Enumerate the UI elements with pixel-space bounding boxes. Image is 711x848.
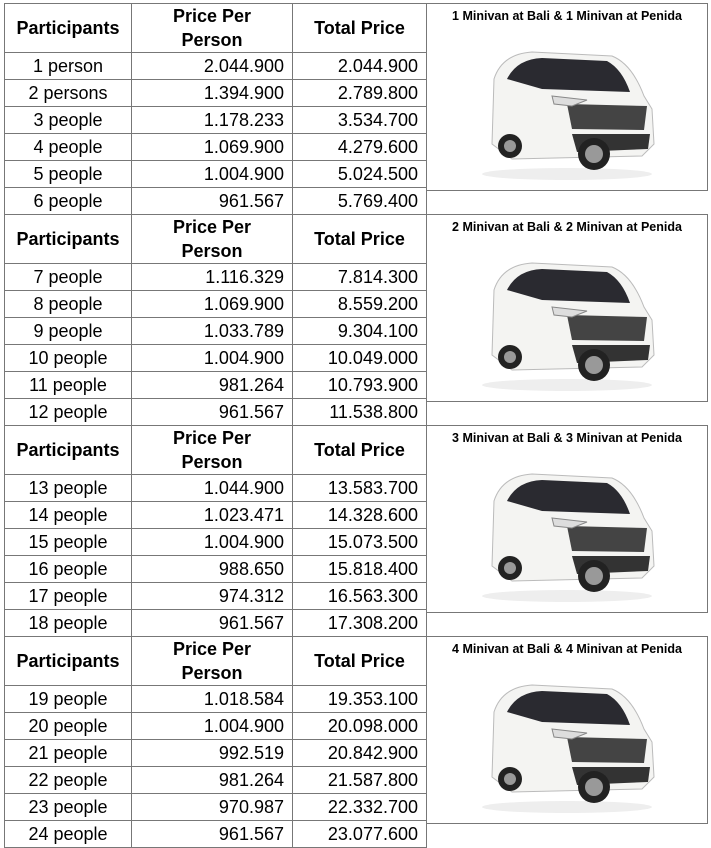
table-row [5,821,427,848]
table-row [5,740,427,767]
column-header: Participants [5,215,132,264]
price-per-person-cell: 1.004.900 [132,161,293,188]
total-price-cell: 3.534.700 [293,107,427,134]
total-price-cell: 2.044.900 [293,53,427,80]
total-price-cell: 20.842.900 [293,740,427,767]
participants-cell: 14 people [5,502,132,529]
table-row [5,318,427,345]
table-row [5,188,427,215]
total-price-cell: 13.583.700 [293,475,427,502]
price-per-person-cell: 981.264 [132,767,293,794]
vehicle-caption: 1 Minivan at Bali & 1 Minivan at Penida [452,9,682,23]
column-header: Participants [5,4,132,53]
price-table [4,214,427,426]
participants-cell: 13 people [5,475,132,502]
price-table [4,425,427,637]
participants-cell: 22 people [5,767,132,794]
price-per-person-cell: 974.312 [132,583,293,610]
price-block [4,425,708,633]
total-price-cell: 5.024.500 [293,161,427,188]
price-per-person-cell: 981.264 [132,372,293,399]
total-price-cell: 22.332.700 [293,794,427,821]
table-row [5,53,427,80]
table-row [5,264,427,291]
column-header: Total Price [293,426,427,475]
table-row [5,134,427,161]
column-header: Total Price [293,215,427,264]
price-per-person-cell: 1.033.789 [132,318,293,345]
minivan-image [472,34,662,184]
price-block [4,3,708,211]
price-table [4,3,427,215]
price-per-person-cell: 1.018.584 [132,686,293,713]
participants-cell: 23 people [5,794,132,821]
participants-cell: 24 people [5,821,132,848]
table-row [5,107,427,134]
total-price-cell: 4.279.600 [293,134,427,161]
participants-cell: 17 people [5,583,132,610]
vehicle-panel [426,425,708,613]
table-row [5,794,427,821]
participants-cell: 12 people [5,399,132,426]
price-table [4,636,427,848]
price-per-person-cell: 1.044.900 [132,475,293,502]
table-row [5,767,427,794]
vehicle-panel [426,214,708,402]
total-price-cell: 16.563.300 [293,583,427,610]
total-price-cell: 21.587.800 [293,767,427,794]
vehicle-caption: 2 Minivan at Bali & 2 Minivan at Penida [452,220,682,234]
table-row [5,686,427,713]
table-row [5,372,427,399]
participants-cell: 3 people [5,107,132,134]
column-header: Total Price [293,4,427,53]
minivan-image [472,667,662,817]
column-header: Total Price [293,637,427,686]
participants-cell: 7 people [5,264,132,291]
price-per-person-cell: 970.987 [132,794,293,821]
price-per-person-cell: 1.069.900 [132,291,293,318]
minivan-image [472,245,662,395]
participants-cell: 20 people [5,713,132,740]
table-row [5,610,427,637]
total-price-cell: 19.353.100 [293,686,427,713]
price-per-person-cell: 1.004.900 [132,529,293,556]
total-price-cell: 20.098.000 [293,713,427,740]
price-per-person-cell: 1.004.900 [132,713,293,740]
table-row [5,556,427,583]
price-per-person-cell: 988.650 [132,556,293,583]
participants-cell: 1 person [5,53,132,80]
participants-cell: 8 people [5,291,132,318]
table-row [5,345,427,372]
total-price-cell: 10.793.900 [293,372,427,399]
total-price-cell: 23.077.600 [293,821,427,848]
total-price-cell: 14.328.600 [293,502,427,529]
vehicle-caption: 4 Minivan at Bali & 4 Minivan at Penida [452,642,682,656]
table-row [5,161,427,188]
participants-cell: 6 people [5,188,132,215]
participants-cell: 4 people [5,134,132,161]
table-row [5,713,427,740]
table-row [5,399,427,426]
price-per-person-cell: 1.178.233 [132,107,293,134]
participants-cell: 15 people [5,529,132,556]
participants-cell: 5 people [5,161,132,188]
minivan-image [472,456,662,606]
table-row [5,475,427,502]
price-per-person-cell: 961.567 [132,399,293,426]
column-header: Price Per Person [132,637,293,686]
price-per-person-cell: 1.394.900 [132,80,293,107]
table-row [5,502,427,529]
total-price-cell: 11.538.800 [293,399,427,426]
participants-cell: 21 people [5,740,132,767]
total-price-cell: 2.789.800 [293,80,427,107]
participants-cell: 9 people [5,318,132,345]
vehicle-panel [426,3,708,191]
price-block [4,214,708,422]
table-row [5,583,427,610]
price-block [4,636,708,844]
column-header: Price Per Person [132,426,293,475]
total-price-cell: 8.559.200 [293,291,427,318]
vehicle-caption: 3 Minivan at Bali & 3 Minivan at Penida [452,431,682,445]
vehicle-panel [426,636,708,824]
price-per-person-cell: 961.567 [132,610,293,637]
table-row [5,529,427,556]
total-price-cell: 5.769.400 [293,188,427,215]
price-per-person-cell: 1.069.900 [132,134,293,161]
table-row [5,80,427,107]
price-per-person-cell: 1.116.329 [132,264,293,291]
total-price-cell: 9.304.100 [293,318,427,345]
total-price-cell: 15.818.400 [293,556,427,583]
total-price-cell: 17.308.200 [293,610,427,637]
price-per-person-cell: 1.023.471 [132,502,293,529]
total-price-cell: 7.814.300 [293,264,427,291]
total-price-cell: 15.073.500 [293,529,427,556]
column-header: Participants [5,426,132,475]
price-per-person-cell: 1.004.900 [132,345,293,372]
participants-cell: 18 people [5,610,132,637]
participants-cell: 16 people [5,556,132,583]
participants-cell: 2 persons [5,80,132,107]
total-price-cell: 10.049.000 [293,345,427,372]
price-per-person-cell: 992.519 [132,740,293,767]
participants-cell: 19 people [5,686,132,713]
price-per-person-cell: 2.044.900 [132,53,293,80]
participants-cell: 10 people [5,345,132,372]
table-row [5,291,427,318]
participants-cell: 11 people [5,372,132,399]
column-header: Participants [5,637,132,686]
price-per-person-cell: 961.567 [132,821,293,848]
column-header: Price Per Person [132,4,293,53]
column-header: Price Per Person [132,215,293,264]
price-per-person-cell: 961.567 [132,188,293,215]
